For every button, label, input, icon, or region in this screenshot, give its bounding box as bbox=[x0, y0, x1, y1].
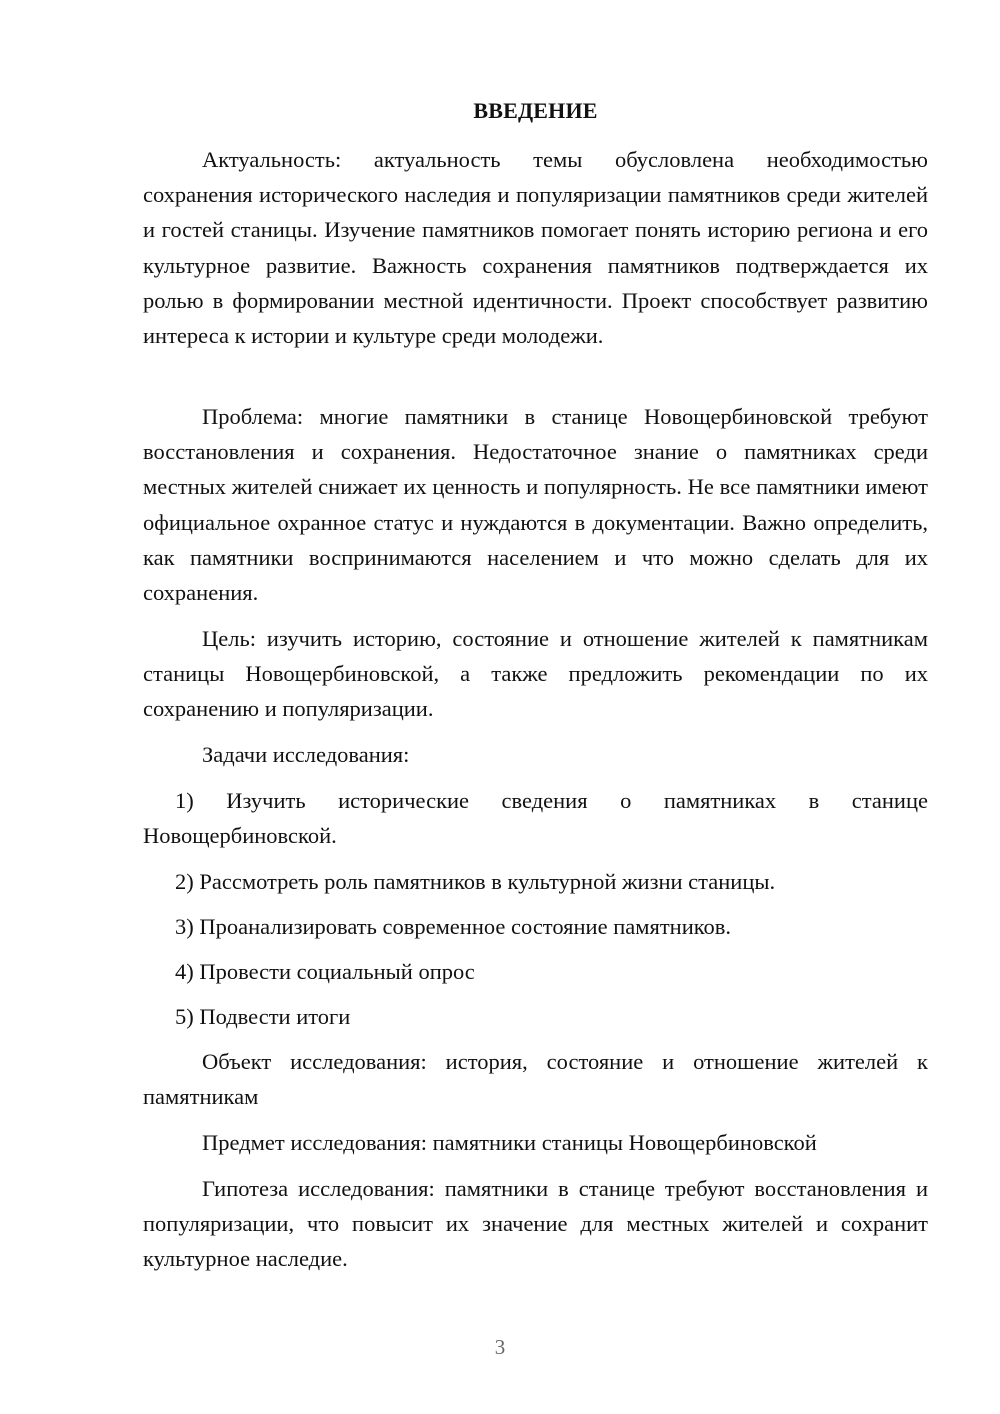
paragraph-problem: Проблема: многие памятники в станице Новощербиновской требуют восстановления и сохранения. Недостаточное знание о памятниках среди местных жителей снижает их ценность и популярность. Не все памятники имеют официальное охранное статус и нуждаются в документации. Важно определить, как памятники воспринимаются населением и что можно сделать для их сохранения. bbox=[143, 404, 928, 606]
task-item-4: 4) Провести социальный опрос bbox=[175, 959, 475, 984]
task-item-3: 3) Проанализировать современное состояние памятников. bbox=[175, 914, 732, 939]
page-number: 3 bbox=[494, 1335, 506, 1359]
paragraph-goal: Цель: изучить историю, состояние и отношение жителей к памятникам станицы Новощербиновской, а также предложить рекомендации по их сохранению и популяризации. bbox=[143, 626, 928, 722]
tasks-heading: Задачи исследования: bbox=[202, 742, 410, 767]
paragraph-relevance: Актуальность: актуальность темы обусловлена необходимостью сохранения исторического наследия и популяризации памятников среди жителей и гостей станицы. Изучение памятников помогает понять историю региона и его культурное развитие. Важность сохранения памятников подтверждается их ролью в формировании местной идентичности. Проект способствует развитию интереса к истории и культуре среди молодежи. bbox=[143, 147, 928, 349]
task-item-1: 1) Изучить исторические сведения о памятниках в станице Новощербиновской. bbox=[143, 788, 928, 849]
task-item-2: 2) Рассмотреть роль памятников в культурной жизни станицы. bbox=[175, 869, 776, 894]
paragraph-object: Объект исследования: история, состояние и отношение жителей к памятникам bbox=[143, 1049, 928, 1110]
task-item-5: 5) Подвести итоги bbox=[175, 1004, 351, 1029]
section-title: ВВЕДЕНИЕ bbox=[473, 98, 598, 123]
paragraph-hypothesis: Гипотеза исследования: памятники в станице требуют восстановления и популяризации, что повысит их значение для местных жителей и сохранит культурное наследие. bbox=[143, 1176, 928, 1272]
paragraph-subject: Предмет исследования: памятники станицы Новощербиновской bbox=[202, 1130, 817, 1155]
